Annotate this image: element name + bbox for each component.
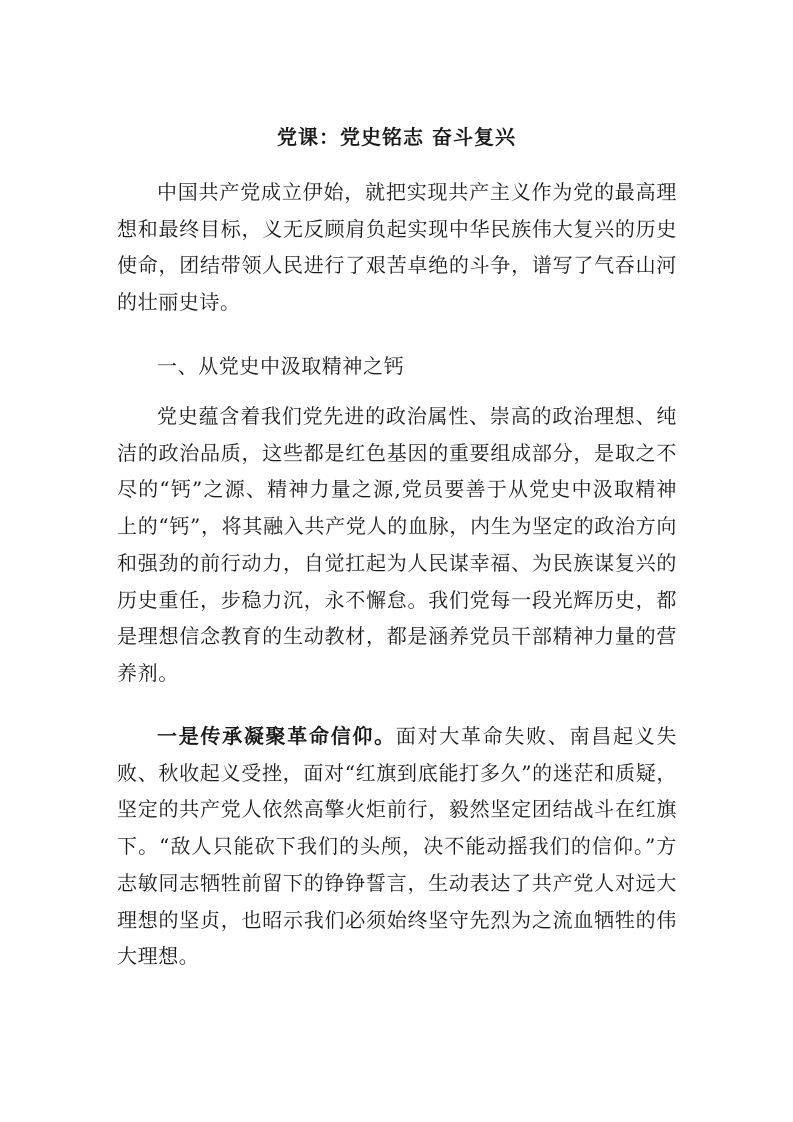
- point-1-lead: 一是传承凝聚革命信仰。: [157, 724, 396, 748]
- section-heading-1: 一、从党史中汲取精神之钙: [157, 354, 405, 378]
- point-1-body: 面对大革命失败、南昌起义失败、秋收起义受挫，面对“红旗到底能打多久”的迷茫和质疑，坚定的共产党人依然高擎火炬前行，毅然坚定团结战斗在红旗下。“敌人只能砍下我们的头颅，决不能动摇我们的信仰。”方志敏同志牺牲前留下的铮铮誓言，生动表达了共产党人对远大理想的坚贞，也昭示我们必须始终坚守先烈为之流血牺牲的伟大理想。: [117, 724, 677, 969]
- paragraph-section-1: 党史蕴含着我们党先进的政治属性、崇高的政治理想、纯洁的政治品质，这些都是红色基因的重要组成部分，是取之不尽的“钙”之源、精神力量之源,党员要善于从党史中汲取精神上的“钙”，将其融入共产党人的血脉，内生为坚定的政治方向和强劲的前行动力，自觉扛起为人民谋幸福、为民族谋复兴的历史重任，步稳力沉，永不懈怠。我们党每一段光辉历史，都是理想信念教育的生动教材，都是涵养党员干部精神力量的营养剂。: [117, 404, 677, 685]
- document-title: 党课：党史铭志 奋斗复兴: [277, 125, 516, 149]
- paragraph-intro: 中国共产党成立伊始，就把实现共产主义作为党的最高理想和最终目标，义无反顾肩负起实现中华民族伟大复兴的历史使命，团结带领人民进行了艰苦卓绝的斗争，谱写了气吞山河的壮丽史诗。: [117, 180, 677, 315]
- paragraph-point-1: [117, 718, 677, 975]
